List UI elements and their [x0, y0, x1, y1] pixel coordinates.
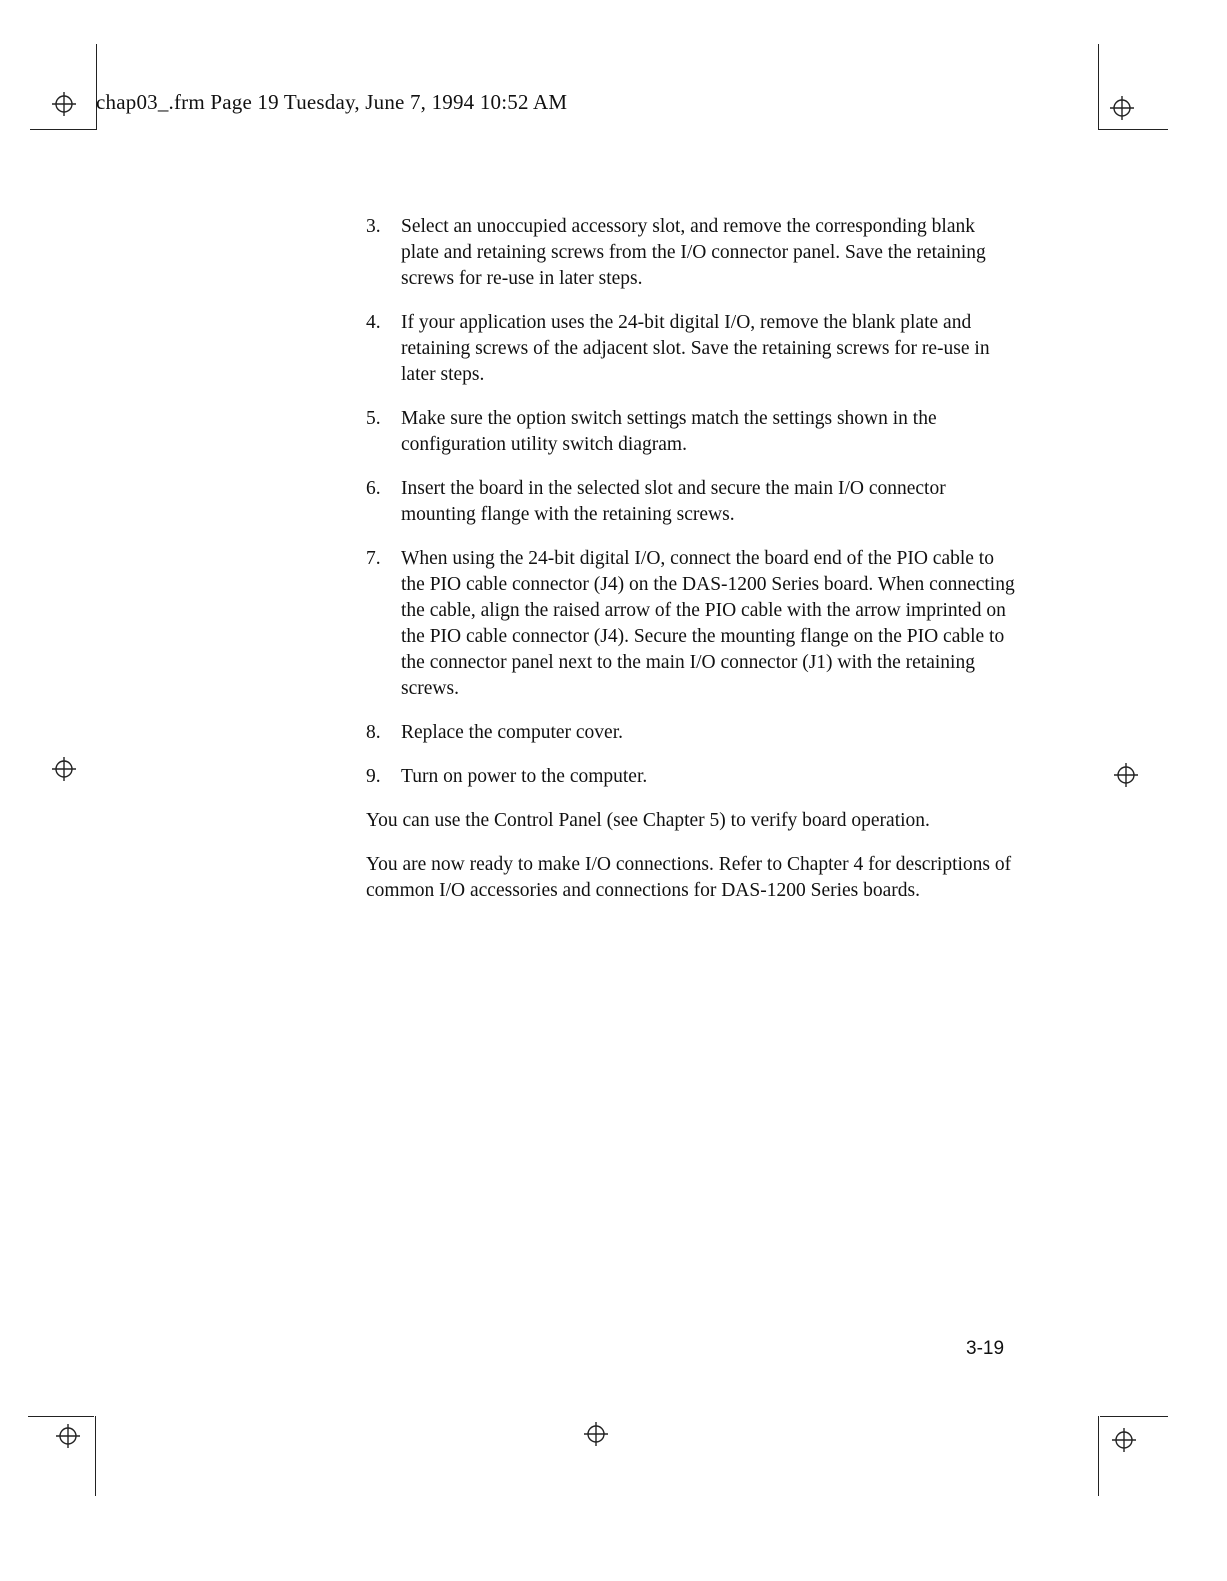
step-number: 6.	[366, 478, 381, 499]
crop-mark-bottom-right-horizontal	[1100, 1416, 1168, 1417]
crop-mark-bottom-left-horizontal	[28, 1416, 94, 1417]
step-text: Insert the board in the selected slot and secure the main I/O connector mounting flange with the retaining screws.	[401, 478, 946, 525]
step-number: 7.	[366, 548, 381, 569]
list-item	[366, 214, 1016, 292]
paragraph-verify-operation: You can use the Control Panel (see Chapter 5) to verify board operation.	[366, 810, 930, 831]
step-number: 3.	[366, 216, 381, 237]
step-text: Turn on power to the computer.	[401, 766, 648, 787]
registration-mark-icon	[52, 757, 76, 781]
step-text: Select an unoccupied accessory slot, and remove the corresponding blank plate and retaining screws from the I/O connector panel. Save the retaining screws for re-use in later steps.	[401, 216, 986, 289]
crop-mark-top-left-horizontal	[30, 129, 96, 130]
registration-mark-icon	[1112, 1428, 1136, 1452]
step-text: If your application uses the 24-bit digital I/O, remove the blank plate and retaining screws of the adjacent slot. Save the retaining screws for re-use in later steps.	[401, 312, 990, 385]
crop-mark-top-right-horizontal	[1098, 129, 1168, 130]
page-number: 3-19	[966, 1338, 1005, 1359]
document-body	[366, 214, 1016, 922]
step-text: Replace the computer cover.	[401, 722, 623, 743]
crop-mark-bottom-right-vertical	[1098, 1416, 1099, 1496]
paragraph-next-steps: You are now ready to make I/O connections. Refer to Chapter 4 for descriptions of common I/O accessories and connections for DAS-1200 Series boards.	[366, 854, 1012, 901]
crop-mark-bottom-left-vertical	[95, 1416, 96, 1496]
step-text: Make sure the option switch settings match the settings shown in the configuration utility switch diagram.	[401, 408, 937, 455]
list-item	[366, 546, 1016, 702]
crop-mark-top-right-vertical	[1098, 44, 1099, 130]
list-item	[366, 406, 1016, 458]
page-header: chap03_.frm Page 19 Tuesday, June 7, 1994 10:52 AM	[96, 90, 568, 114]
list-item	[366, 310, 1016, 388]
list-item	[366, 764, 1016, 790]
step-number: 4.	[366, 312, 381, 333]
registration-mark-icon	[52, 92, 76, 116]
step-number: 8.	[366, 722, 381, 743]
crop-mark-top-left-vertical	[96, 44, 97, 130]
registration-mark-icon	[56, 1424, 80, 1448]
step-number: 9.	[366, 766, 381, 787]
list-item	[366, 476, 1016, 528]
list-item	[366, 720, 1016, 746]
registration-mark-icon	[1114, 763, 1138, 787]
step-text: When using the 24-bit digital I/O, connect the board end of the PIO cable to the PIO cable connector (J4) on the DAS-1200 Series board. When connecting the cable, align the raised arrow of the PIO cable with the arrow imprinted on the PIO cable connector (J4). Secure the mounting flange on the PIO cable to the connector panel next to the main I/O connector (J1) with the retaining screws.	[401, 548, 1015, 699]
registration-mark-icon	[1110, 96, 1134, 120]
registration-mark-icon	[584, 1422, 608, 1446]
step-number: 5.	[366, 408, 381, 429]
